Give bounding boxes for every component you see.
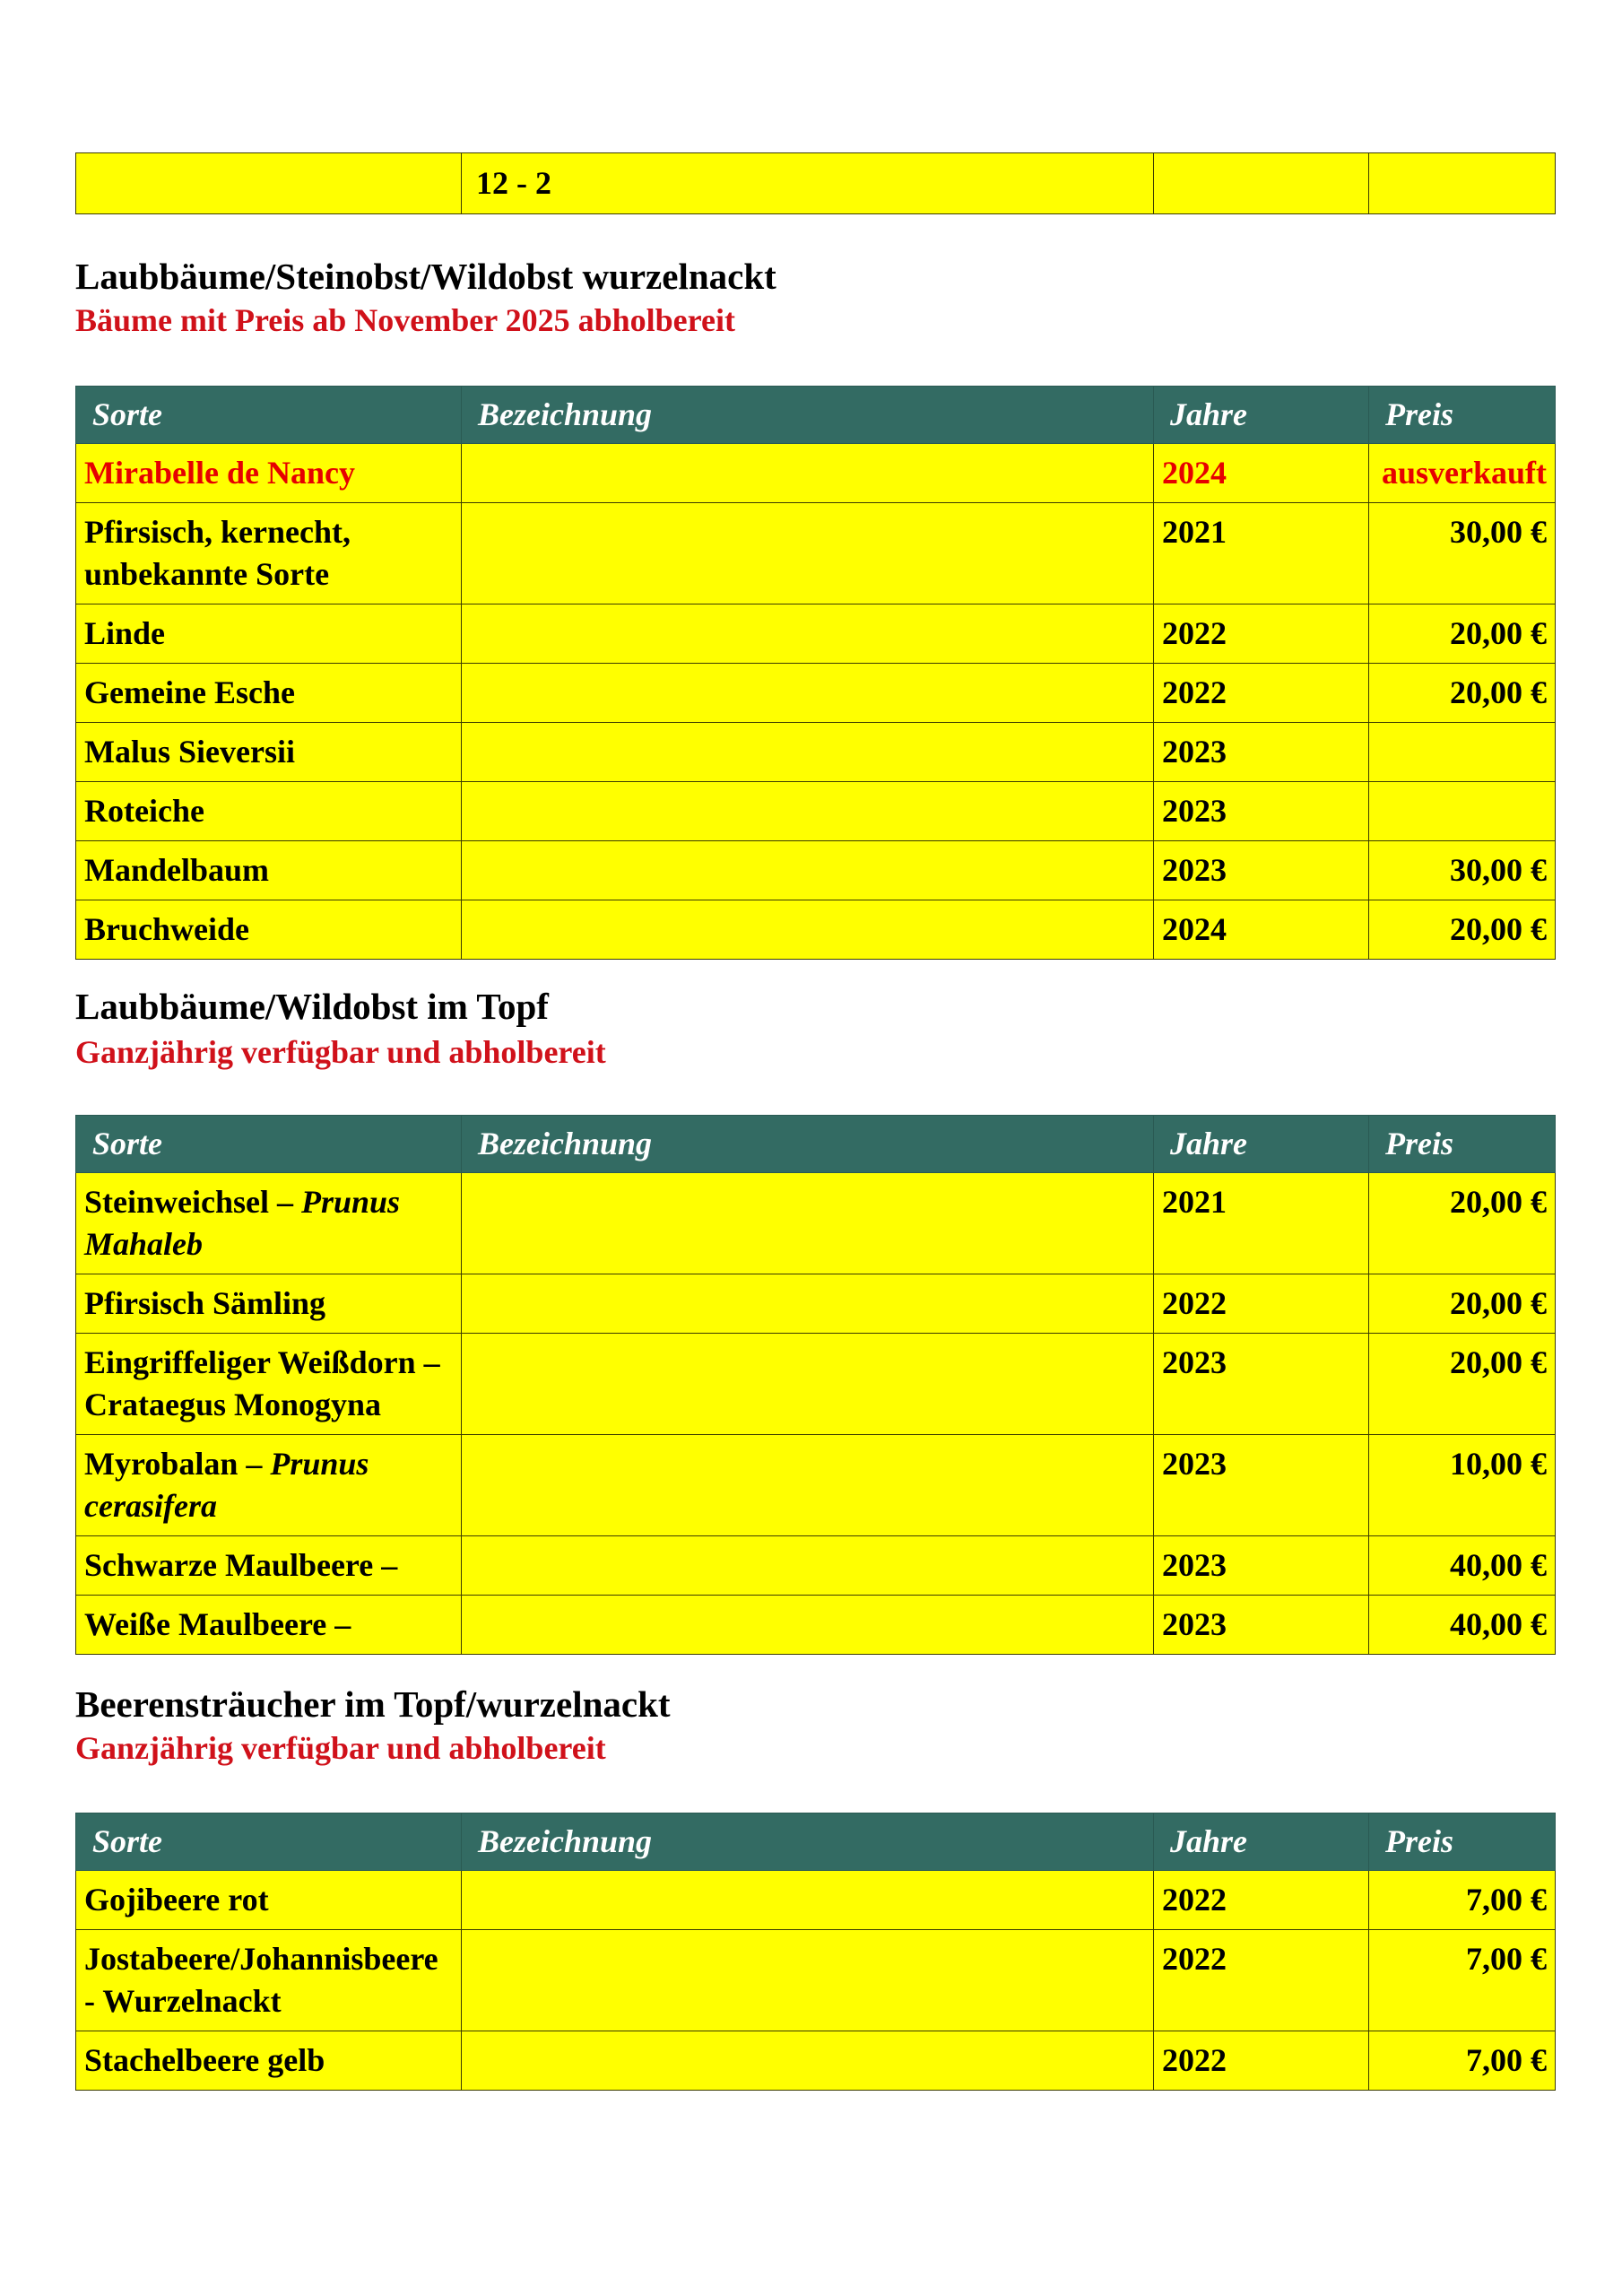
cell-jahre: 2022 (1154, 1930, 1369, 2031)
cell-preis: 20,00 € (1369, 1334, 1556, 1435)
cell-bezeichnung (462, 782, 1154, 841)
cell-preis: 30,00 € (1369, 503, 1556, 604)
cell-preis: 7,00 € (1369, 2031, 1556, 2091)
cell-preis: 40,00 € (1369, 1596, 1556, 1655)
cell-jahre: 2024 (1154, 444, 1369, 503)
table-row (76, 444, 1556, 503)
header-preis: Preis (1369, 387, 1556, 444)
cell-preis: 7,00 € (1369, 1930, 1556, 2031)
cell-preis: 20,00 € (1369, 1173, 1556, 1274)
cell-sorte: Jostabeere/Johannisbeere - Wurzelnackt (76, 1930, 462, 2031)
table-row (76, 1930, 1556, 2031)
table-header-row (76, 1116, 1556, 1173)
section-subtitle: Ganzjährig verfügbar und abholbereit (75, 1730, 606, 1766)
cell-preis (1369, 782, 1556, 841)
cell-preis: 20,00 € (1369, 1274, 1556, 1334)
table-row (76, 1536, 1556, 1596)
cell-bezeichnung (462, 723, 1154, 782)
cell-bezeichnung (462, 1334, 1154, 1435)
cell-sorte: Pfirsisch, kernecht, unbekannte Sorte (76, 503, 462, 604)
cell-bezeichnung (462, 1435, 1154, 1536)
header-sorte: Sorte (76, 1116, 462, 1173)
table-row (76, 1334, 1556, 1435)
table-row (76, 782, 1556, 841)
header-jahre: Jahre (1154, 1813, 1369, 1871)
cell-jahre: 2022 (1154, 1274, 1369, 1334)
continuation-table (75, 152, 1556, 214)
cell-preis (1369, 723, 1556, 782)
cell-sorte-text: Myrobalan – (84, 1446, 271, 1482)
price-table-1 (75, 386, 1556, 960)
table-row (76, 1435, 1556, 1536)
cell-bezeichnung (462, 1871, 1154, 1930)
cell-jahre (1154, 153, 1369, 214)
cell-bezeichnung (462, 2031, 1154, 2091)
price-table-3 (75, 1813, 1556, 2091)
cell-bezeichnung: 12 - 2 (462, 153, 1154, 214)
cell-bezeichnung (462, 900, 1154, 960)
table-row (76, 604, 1556, 664)
section-subtitle: Bäume mit Preis ab November 2025 abholbereit (75, 302, 735, 338)
table-row (76, 1871, 1556, 1930)
header-jahre: Jahre (1154, 1116, 1369, 1173)
header-bezeichnung: Bezeichnung (462, 387, 1154, 444)
cell-bezeichnung (462, 503, 1154, 604)
section-title: Laubbäume/Wildobst im Topf (75, 986, 549, 1027)
header-preis: Preis (1369, 1116, 1556, 1173)
cell-jahre: 2023 (1154, 841, 1369, 900)
cell-bezeichnung (462, 841, 1154, 900)
cell-sorte: Gemeine Esche (76, 664, 462, 723)
header-bezeichnung: Bezeichnung (462, 1813, 1154, 1871)
section-title: Laubbäume/Steinobst/Wildobst wurzelnackt (75, 256, 776, 297)
cell-sorte: Pfirsisch Sämling (76, 1274, 462, 1334)
cell-jahre: 2021 (1154, 503, 1369, 604)
cell-sorte: Gojibeere rot (76, 1871, 462, 1930)
cell-preis: 10,00 € (1369, 1435, 1556, 1536)
section-title: Beerensträucher im Topf/wurzelnackt (75, 1683, 671, 1725)
cell-jahre: 2022 (1154, 664, 1369, 723)
header-sorte: Sorte (76, 1813, 462, 1871)
price-table-2 (75, 1115, 1556, 1655)
cell-jahre: 2023 (1154, 1536, 1369, 1596)
cell-jahre: 2024 (1154, 900, 1369, 960)
cell-bezeichnung (462, 1596, 1154, 1655)
cell-sorte (76, 1435, 462, 1536)
cell-sorte-latin: Prunus cerasifera (84, 1446, 369, 1524)
cell-jahre: 2022 (1154, 2031, 1369, 2091)
table-header-row (76, 387, 1556, 444)
header-bezeichnung: Bezeichnung (462, 1116, 1154, 1173)
cell-jahre: 2021 (1154, 1173, 1369, 1274)
cell-preis: 20,00 € (1369, 900, 1556, 960)
cell-sorte: Roteiche (76, 782, 462, 841)
table-row (76, 503, 1556, 604)
cell-jahre: 2023 (1154, 1334, 1369, 1435)
cell-sorte: Mirabelle de Nancy (76, 444, 462, 503)
table-row (76, 723, 1556, 782)
cell-sorte: Bruchweide (76, 900, 462, 960)
cell-preis: 40,00 € (1369, 1536, 1556, 1596)
cell-preis: ausverkauft (1369, 444, 1556, 503)
cell-sorte (76, 1173, 462, 1274)
cell-preis (1369, 153, 1556, 214)
table-row (76, 841, 1556, 900)
table-row (76, 900, 1556, 960)
cell-sorte: Schwarze Maulbeere – (76, 1536, 462, 1596)
cell-sorte: Linde (76, 604, 462, 664)
cell-sorte-text: Steinweichsel – (84, 1184, 301, 1220)
cell-bezeichnung (462, 1930, 1154, 2031)
cell-jahre: 2022 (1154, 604, 1369, 664)
table-row (76, 153, 1556, 214)
cell-sorte (76, 153, 462, 214)
cell-sorte: Weiße Maulbeere – (76, 1596, 462, 1655)
cell-bezeichnung (462, 1274, 1154, 1334)
cell-jahre: 2023 (1154, 723, 1369, 782)
header-preis: Preis (1369, 1813, 1556, 1871)
cell-bezeichnung (462, 444, 1154, 503)
cell-jahre: 2022 (1154, 1871, 1369, 1930)
cell-jahre: 2023 (1154, 782, 1369, 841)
cell-jahre: 2023 (1154, 1596, 1369, 1655)
cell-jahre: 2023 (1154, 1435, 1369, 1536)
cell-sorte: Mandelbaum (76, 841, 462, 900)
table-row (76, 1274, 1556, 1334)
table-row (76, 1596, 1556, 1655)
cell-sorte-latin: Prunus Mahaleb (84, 1184, 401, 1262)
header-jahre: Jahre (1154, 387, 1369, 444)
cell-bezeichnung (462, 1536, 1154, 1596)
cell-sorte: Eingriffeliger Weißdorn – Crataegus Monogyna (76, 1334, 462, 1435)
cell-bezeichnung (462, 664, 1154, 723)
header-sorte: Sorte (76, 387, 462, 444)
cell-sorte: Malus Sieversii (76, 723, 462, 782)
table-row (76, 1173, 1556, 1274)
section-subtitle: Ganzjährig verfügbar und abholbereit (75, 1034, 606, 1070)
cell-preis: 20,00 € (1369, 604, 1556, 664)
cell-sorte: Stachelbeere gelb (76, 2031, 462, 2091)
table-row (76, 2031, 1556, 2091)
table-row (76, 664, 1556, 723)
cell-preis: 30,00 € (1369, 841, 1556, 900)
cell-preis: 7,00 € (1369, 1871, 1556, 1930)
cell-preis: 20,00 € (1369, 664, 1556, 723)
cell-bezeichnung (462, 1173, 1154, 1274)
table-header-row (76, 1813, 1556, 1871)
cell-bezeichnung (462, 604, 1154, 664)
